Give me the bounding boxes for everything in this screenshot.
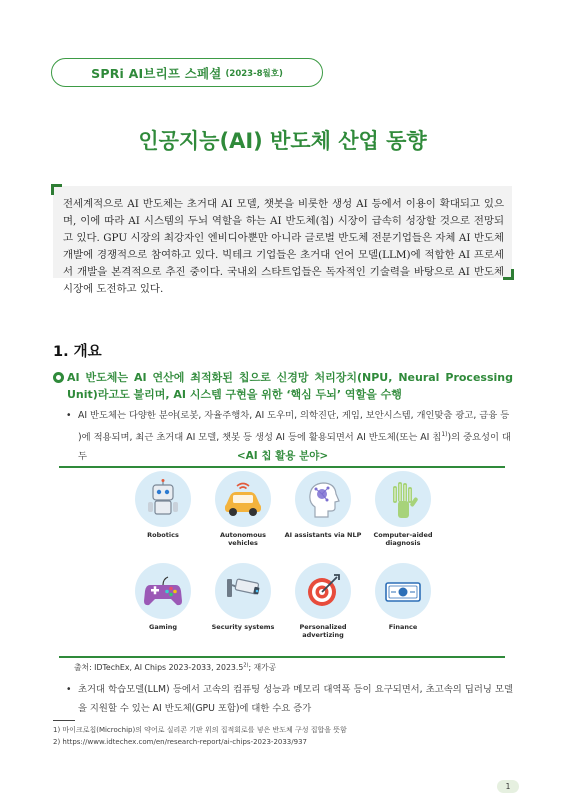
corner-bracket-top-left bbox=[51, 184, 62, 195]
header-pill bbox=[51, 58, 323, 87]
hand-xray-icon bbox=[381, 477, 425, 521]
corner-bracket-bottom-right bbox=[503, 269, 514, 280]
page-number: 1 bbox=[497, 780, 519, 793]
figure-source-suffix: ; 재가공 bbox=[248, 663, 277, 672]
robot-icon-circle bbox=[135, 471, 191, 527]
sub-bullet-1-text-start: AI 반도체는 다양한 분야(로봇, 자율주행차, AI 도우미, 의학진단, 게임, 보안시스템, 개인맞춤 광고, 금융 등 )에 적용되며, 최근 초거대 AI 모델, 챗봇 등 생성 AI 등에 활용되면서 AI 반도체(또는 AI 칩 bbox=[78, 410, 510, 444]
figure-item-finance bbox=[364, 563, 442, 653]
issue-date: (2023-8월호) bbox=[225, 68, 283, 79]
hand-xray-icon-circle bbox=[375, 471, 431, 527]
figure-label: Finance bbox=[388, 623, 418, 631]
figure-caption: <AI 칩 활용 분야> bbox=[236, 450, 329, 462]
car-icon-circle bbox=[215, 471, 271, 527]
main-bullet bbox=[53, 369, 513, 403]
brain-head-icon-circle bbox=[295, 471, 351, 527]
figure-item-gaming bbox=[124, 563, 202, 653]
cctv-camera-icon bbox=[221, 569, 265, 613]
figure-label: Security systems bbox=[211, 623, 275, 631]
ai-chip-applications-figure bbox=[122, 471, 446, 651]
figure-label: Gaming bbox=[148, 623, 177, 631]
target-icon-circle bbox=[295, 563, 351, 619]
section-heading: 1. 개요 bbox=[53, 344, 102, 360]
footnote-1: 1) 마이크로칩(Microchip)의 약어로 실리콘 기판 위의 집적회로를 넣은 반도체 구성 집합을 뜻함 bbox=[53, 726, 347, 734]
series-name: SPRi AI브리프 스페셜 bbox=[91, 65, 222, 81]
main-bullet-text: AI 반도체는 AI 연산에 최적화된 칩으로 신경망 처리장치(NPU, Neural Processing Unit)라고도 불리며, AI 시스템 구현을 위한 ‘핵심 두뇌’ 역할을 수행 bbox=[67, 371, 513, 401]
banknote-icon-circle bbox=[375, 563, 431, 619]
sub-bullet-marker: • bbox=[66, 410, 72, 421]
figure-label: Computer-aided diagnosis bbox=[373, 531, 433, 547]
summary-box bbox=[53, 186, 512, 295]
figure-item-personalized-advertizing bbox=[284, 563, 362, 653]
sub-bullet-2-text: 초거대 학습모델(LLM) 등에서 고속의 컴퓨팅 성능과 메모리 대역폭 등이 요구되면서, 초고속의 딥러닝 모델을 지원할 수 있는 AI 반도체(GPU 포함)에 대한 수요 증가 bbox=[78, 684, 513, 714]
footnotes bbox=[53, 724, 347, 748]
circle-bullet-icon bbox=[53, 372, 64, 383]
figure-item-autonomous-vehicles bbox=[204, 471, 282, 561]
figure-item-ai-assistants bbox=[284, 471, 362, 561]
gamepad-icon bbox=[140, 569, 186, 613]
cctv-camera-icon-circle bbox=[215, 563, 271, 619]
figure-item-security-systems bbox=[204, 563, 282, 653]
sub-bullet-2 bbox=[66, 680, 513, 718]
figure-source bbox=[74, 662, 276, 673]
sub-bullet-1-text-end: )의 중요성이 대두 bbox=[78, 432, 511, 463]
figure-label: Autonomous vehicles bbox=[219, 531, 267, 547]
banknote-icon bbox=[381, 569, 425, 613]
robot-icon bbox=[141, 477, 185, 521]
footnote-ref-1[interactable]: 1) bbox=[441, 431, 448, 438]
figure-label: Robotics bbox=[147, 531, 179, 539]
figure-label: AI assistants via NLP bbox=[284, 531, 362, 539]
figure-item-computer-aided-diagnosis bbox=[364, 471, 442, 561]
figure-rule-bottom bbox=[59, 656, 505, 658]
page-title: 인공지능(AI) 반도체 산업 동향 bbox=[138, 129, 427, 153]
summary-text: 전세계적으로 AI 반도체는 초거대 AI 모델, 챗봇을 비롯한 생성 AI 등에서 이용이 확대되고 있으며, 이에 따라 AI 시스템의 두뇌 역할을 하는 AI 반도체(칩) 시장이 급속히 성장할 것으로 전망되고 있다. GPU 시장의 최강자인 엔비디아뿐만 아니라 글로벌 반도체 전문기업들은 자체 AI 반도체 개발에 경쟁적으로 참여하고 있다. 빅테크 기업들은 초거대 언어 모델(LLM)에 적합한 AI 프로세서 개발을 본격적으로 추진 중이다. 국내외 스타트업들은 독자적인 기술력을 바탕으로 AI 반도체 시장에 도전하고 있다. bbox=[63, 198, 504, 295]
brain-head-icon bbox=[301, 477, 345, 521]
footnote-2[interactable]: 2) https://www.idtechex.com/en/research-report/ai-chips-2023-2033/937 bbox=[53, 738, 307, 746]
figure-item-robotics bbox=[124, 471, 202, 561]
footnote-divider bbox=[53, 720, 75, 721]
figure-source-text: 출처: IDTechEx, AI Chips 2023-2033, 2023.5 bbox=[74, 663, 244, 672]
car-icon bbox=[220, 477, 266, 521]
target-icon bbox=[301, 569, 345, 613]
figure-rule-top bbox=[59, 466, 505, 468]
gamepad-icon-circle bbox=[135, 563, 191, 619]
figure-label: Personalized advertizing bbox=[299, 623, 347, 639]
footnote-ref-2[interactable]: 2) bbox=[243, 662, 249, 669]
sub-bullet-marker: • bbox=[66, 684, 72, 695]
